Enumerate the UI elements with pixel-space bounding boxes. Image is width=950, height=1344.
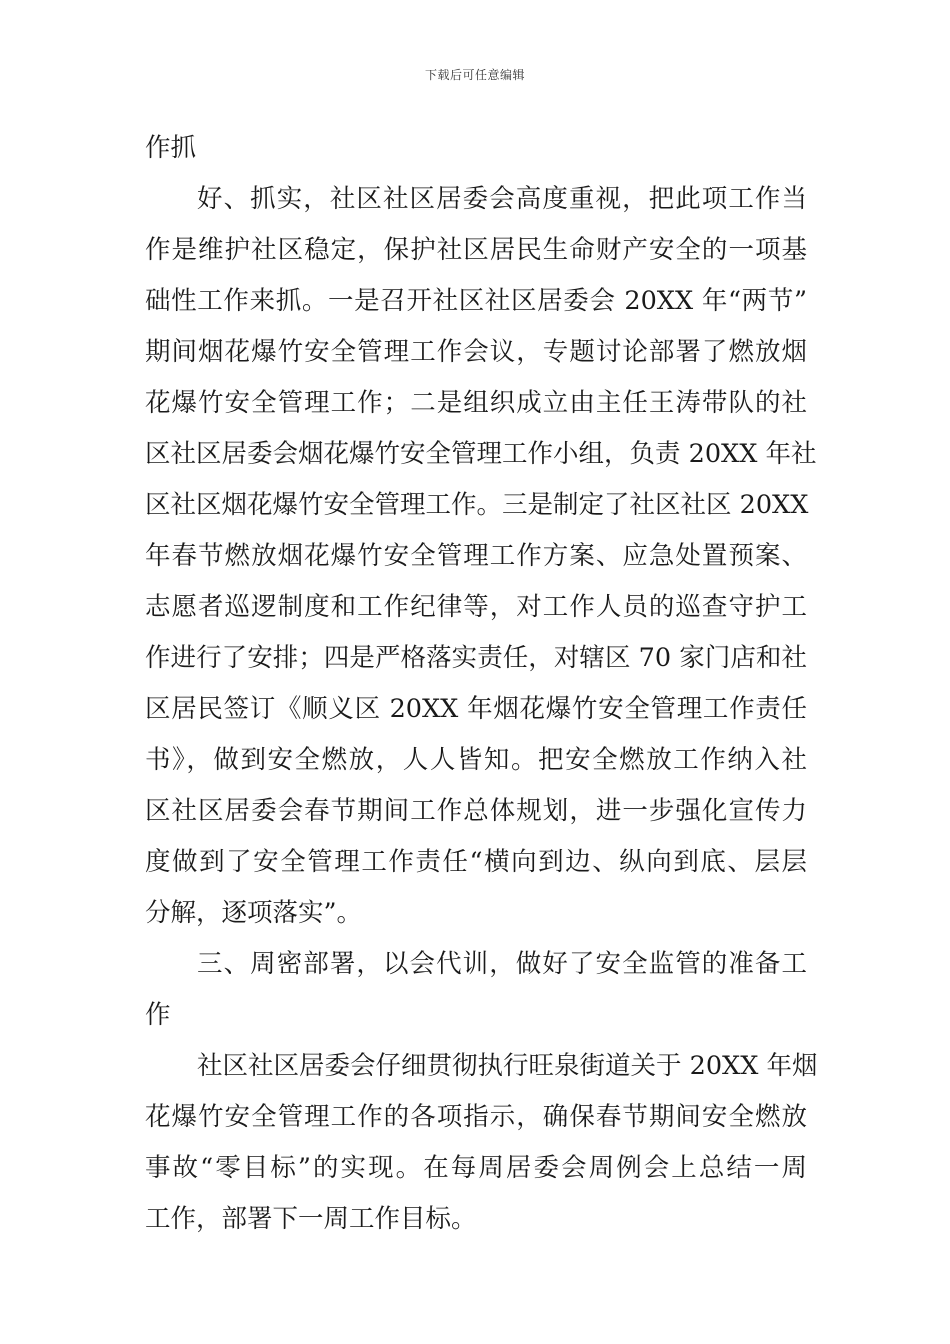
page-header: 下载后可任意编辑 xyxy=(424,68,525,82)
text-line: 度做到了安全管理工作责任“横向到边、纵向到底、层层 xyxy=(145,847,807,877)
text-line: 花爆竹安全管理工作的各项指示，确保春节期间安全燃放 xyxy=(145,1102,807,1132)
text-line: 作抓 xyxy=(145,133,197,163)
text-line: 区社区烟花爆竹安全管理工作。三是制定了社区社区 20XX xyxy=(145,490,809,520)
text-line: 工作，部署下一周工作目标。 xyxy=(145,1204,477,1234)
text-line: 期间烟花爆竹安全管理工作会议，专题讨论部署了燃放烟 xyxy=(145,337,807,367)
text-line: 作进行了安排；四是严格落实责任，对辖区 70 家门店和社 xyxy=(145,643,807,673)
text-line: 书》，做到安全燃放，人人皆知。把安全燃放工作纳入社 xyxy=(145,745,807,775)
text-line: 区居民签订《顺义区 20XX 年烟花爆竹安全管理工作责任 xyxy=(145,694,807,724)
text-line: 事故“零目标”的实现。在每周居委会周例会上总结一周 xyxy=(145,1153,807,1183)
text-line: 区社区居委会烟花爆竹安全管理工作小组，负责 20XX 年社 xyxy=(145,439,817,469)
text-line: 作 xyxy=(145,1000,171,1030)
text-line: 社区社区居委会仔细贯彻执行旺泉街道关于 20XX 年烟 xyxy=(197,1051,818,1081)
text-line: 花爆竹安全管理工作；二是组织成立由主任王涛带队的社 xyxy=(145,388,807,418)
document-body xyxy=(145,123,818,1245)
text-line: 区社区居委会春节期间工作总体规划，进一步强化宣传力 xyxy=(145,796,807,826)
text-line: 志愿者巡逻制度和工作纪律等，对工作人员的巡查守护工 xyxy=(145,592,807,622)
text-line: 年春节燃放烟花爆竹安全管理工作方案、应急处置预案、 xyxy=(145,541,807,571)
text-line: 分解，逐项落实”。 xyxy=(145,898,363,928)
text-line: 好、抓实，社区社区居委会高度重视，把此项工作当 xyxy=(197,184,807,214)
text-line: 三、周密部署，以会代训，做好了安全监管的准备工 xyxy=(197,949,807,979)
text-line: 作是维护社区稳定，保护社区居民生命财产安全的一项基 xyxy=(145,235,807,265)
text-line: 础性工作来抓。一是召开社区社区居委会 20XX 年“两节” xyxy=(145,286,807,316)
